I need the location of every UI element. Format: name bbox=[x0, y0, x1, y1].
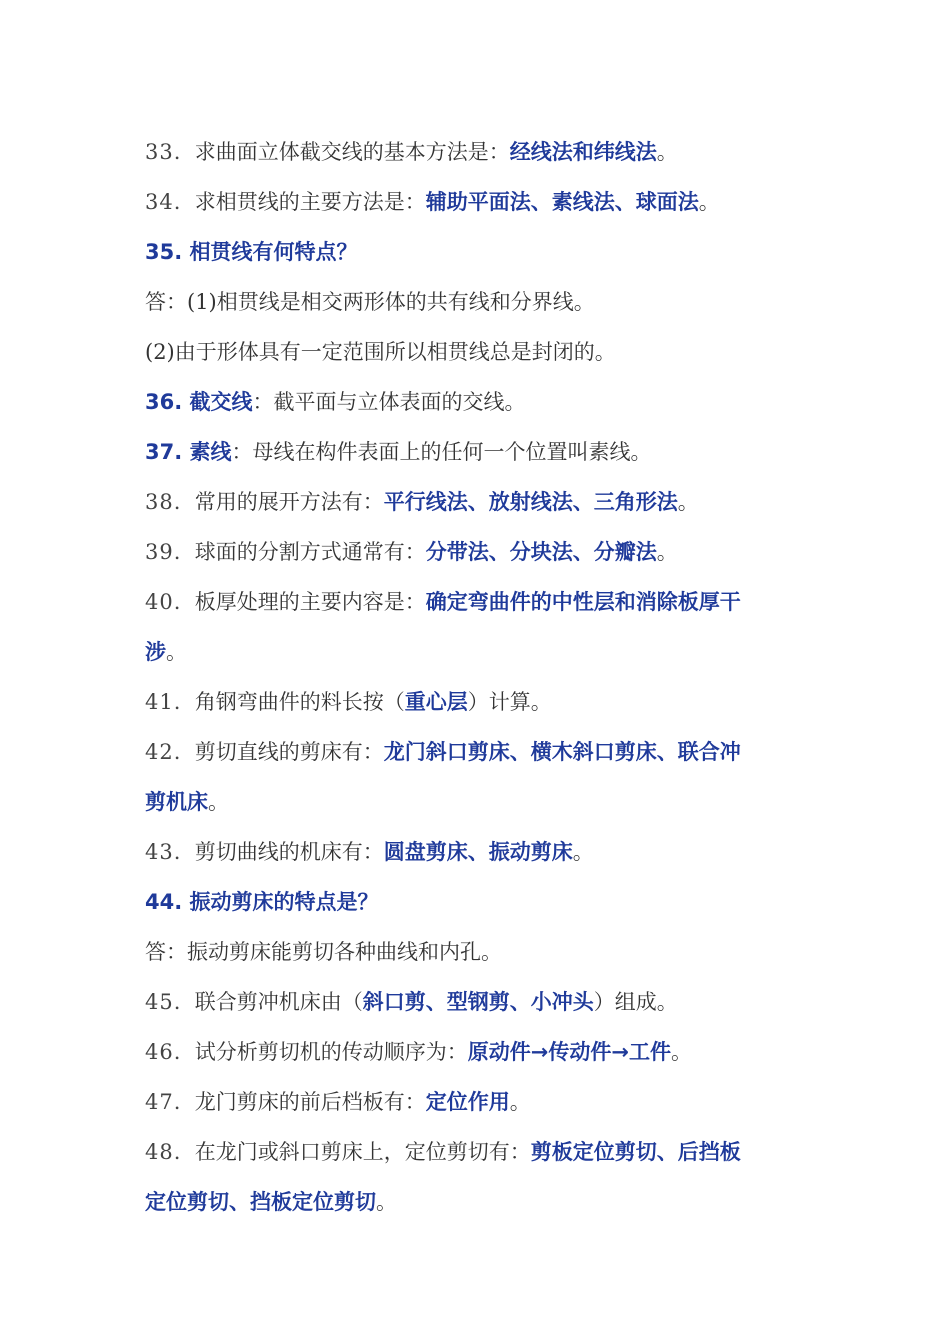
question-line bbox=[145, 827, 810, 877]
item-number: 33. bbox=[145, 140, 182, 164]
question-text: 球面的分割方式通常有： bbox=[194, 540, 426, 564]
answer-highlight: 经线法和纬线法 bbox=[509, 140, 657, 164]
answer-highlight: 平行线法、放射线法、三角形法 bbox=[383, 490, 678, 514]
question-line bbox=[145, 477, 810, 527]
question-line bbox=[145, 1077, 810, 1127]
answer-highlight: 辅助平面法、素线法、球面法 bbox=[425, 190, 699, 214]
trailing-text: 。 bbox=[208, 790, 229, 814]
answer-highlight: 重心层 bbox=[404, 690, 468, 714]
question-line bbox=[145, 177, 810, 227]
question-text: 角钢弯曲件的料长按（ bbox=[194, 690, 405, 714]
trailing-text: 。 bbox=[677, 490, 699, 514]
definition-text: ：母线在构件表面上的任何一个位置叫素线。 bbox=[231, 440, 652, 464]
item-number: 42. bbox=[145, 740, 182, 764]
trailing-text: 。 bbox=[572, 840, 594, 864]
answer-text: 答：(1)相贯线是相交两形体的共有线和分界线。 bbox=[145, 290, 595, 314]
item-number: 41. bbox=[145, 690, 182, 714]
item-number: 38. bbox=[145, 490, 182, 514]
answer-highlight: 龙门斜口剪床、横木斜口剪床、联合冲 bbox=[383, 740, 741, 764]
question-line bbox=[145, 727, 810, 777]
question-text: 求相贯线的主要方法是： bbox=[194, 190, 426, 214]
question-line bbox=[145, 1027, 810, 1077]
continuation-line bbox=[145, 1177, 810, 1227]
question-line bbox=[145, 677, 810, 727]
answer-line bbox=[145, 277, 810, 327]
definition-text: ：截平面与立体表面的交线。 bbox=[252, 390, 526, 414]
question-text: 求曲面立体截交线的基本方法是： bbox=[194, 140, 510, 164]
trailing-text: 。 bbox=[698, 190, 720, 214]
answer-highlight: 涉 bbox=[145, 640, 166, 664]
question-text: 剪切曲线的机床有： bbox=[194, 840, 384, 864]
question-text: 试分析剪切机的传动顺序为： bbox=[194, 1040, 468, 1064]
question-line bbox=[145, 577, 810, 627]
question-line bbox=[145, 527, 810, 577]
trailing-text: 。 bbox=[656, 140, 678, 164]
item-number: 45. bbox=[145, 990, 182, 1014]
question-text: 龙门剪床的前后档板有： bbox=[194, 1090, 426, 1114]
item-number: 48. bbox=[145, 1140, 182, 1164]
continuation-line bbox=[145, 777, 810, 827]
question-text: 板厚处理的主要内容是： bbox=[194, 590, 426, 614]
answer-highlight: 剪板定位剪切、后挡板 bbox=[530, 1140, 741, 1164]
question-heading bbox=[145, 227, 810, 277]
answer-line bbox=[145, 327, 810, 377]
heading-text: 44. 振动剪床的特点是？ bbox=[145, 890, 379, 914]
trailing-text: 。 bbox=[670, 1040, 692, 1064]
term-label: 37. 素线 bbox=[145, 440, 232, 464]
answer-highlight: 圆盘剪床、振动剪床 bbox=[383, 840, 573, 864]
answer-highlight: 剪机床 bbox=[145, 790, 208, 814]
item-number: 43. bbox=[145, 840, 182, 864]
question-line bbox=[145, 127, 810, 177]
answer-highlight: 确定弯曲件的中性层和消除板厚干 bbox=[425, 590, 741, 614]
answer-highlight: 定位剪切、挡板定位剪切 bbox=[145, 1190, 376, 1214]
question-heading bbox=[145, 877, 810, 927]
item-number: 39. bbox=[145, 540, 182, 564]
trailing-text: ）计算。 bbox=[467, 690, 552, 714]
item-number: 46. bbox=[145, 1040, 182, 1064]
trailing-text: 。 bbox=[509, 1090, 531, 1114]
definition-line bbox=[145, 377, 810, 427]
answer-highlight: 斜口剪、型钢剪、小冲头 bbox=[362, 990, 594, 1014]
question-text: 在龙门或斜口剪床上，定位剪切有： bbox=[194, 1140, 531, 1164]
answer-text: (2)由于形体具有一定范围所以相贯线总是封闭的。 bbox=[145, 340, 616, 364]
heading-text: 35. 相贯线有何特点？ bbox=[145, 240, 358, 264]
answer-highlight: 分带法、分块法、分瓣法 bbox=[425, 540, 657, 564]
trailing-text: 。 bbox=[656, 540, 678, 564]
question-line bbox=[145, 977, 810, 1027]
answer-highlight: 定位作用 bbox=[425, 1090, 510, 1114]
item-number: 40. bbox=[145, 590, 182, 614]
item-number: 47. bbox=[145, 1090, 182, 1114]
trailing-text: 。 bbox=[376, 1190, 397, 1214]
question-text: 剪切直线的剪床有： bbox=[194, 740, 384, 764]
trailing-text: 。 bbox=[166, 640, 187, 664]
question-text: 常用的展开方法有： bbox=[194, 490, 384, 514]
question-line bbox=[145, 1127, 810, 1177]
definition-line bbox=[145, 427, 810, 477]
answer-text: 答：振动剪床能剪切各种曲线和内孔。 bbox=[145, 940, 502, 964]
answer-line bbox=[145, 927, 810, 977]
term-label: 36. 截交线 bbox=[145, 390, 253, 414]
trailing-text: ）组成。 bbox=[593, 990, 678, 1014]
question-text: 联合剪冲机床由（ bbox=[194, 990, 363, 1014]
item-number: 34. bbox=[145, 190, 182, 214]
document-body bbox=[145, 127, 810, 1227]
continuation-line bbox=[145, 627, 810, 677]
answer-highlight: 原动件→传动件→工件 bbox=[467, 1040, 671, 1064]
